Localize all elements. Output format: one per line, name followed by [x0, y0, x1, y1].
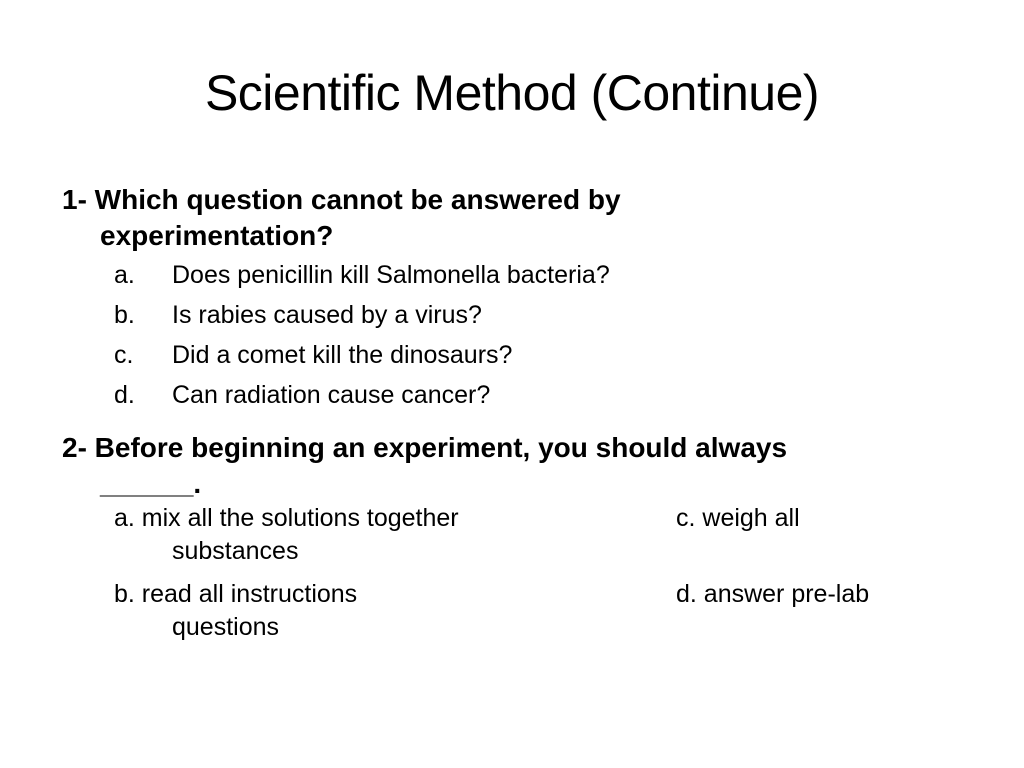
option-d-text: Can radiation cause cancer? [172, 381, 491, 409]
answer-c: c. weigh all [676, 504, 800, 532]
question-1 [62, 182, 800, 254]
question-1-options [62, 260, 962, 420]
slide-content [62, 182, 962, 654]
option-b-text: Is rabies caused by a virus? [172, 301, 482, 329]
question-2 [62, 430, 970, 502]
answer-row-1 [62, 502, 962, 578]
answer-d: d. answer pre-lab [676, 580, 870, 608]
answer-b: b. read all instructions [114, 580, 358, 608]
option-d [62, 380, 962, 420]
answer-d-continuation: questions [172, 613, 280, 641]
option-d-letter: d. [114, 381, 135, 409]
answer-a: a. mix all the solutions together [114, 504, 459, 532]
question-2-line-2: ______. [100, 468, 202, 499]
option-b [62, 300, 962, 340]
question-2-line-1: 2- Before beginning an experiment, you should always [62, 432, 788, 463]
slide-title: Scientific Method (Continue) [204, 65, 820, 121]
answer-row-2 [62, 578, 962, 654]
question-1-line-1: 1- Which question cannot be answered by [62, 184, 621, 215]
option-b-letter: b. [114, 301, 135, 329]
question-1-line-2: experimentation? [100, 220, 334, 251]
option-a [62, 260, 962, 300]
answer-c-continuation: substances [172, 537, 299, 565]
option-c [62, 340, 962, 380]
option-c-letter: c. [114, 341, 134, 369]
option-a-text: Does penicillin kill Salmonella bacteria? [172, 261, 610, 289]
option-c-text: Did a comet kill the dinosaurs? [172, 341, 513, 369]
option-a-letter: a. [114, 261, 135, 289]
